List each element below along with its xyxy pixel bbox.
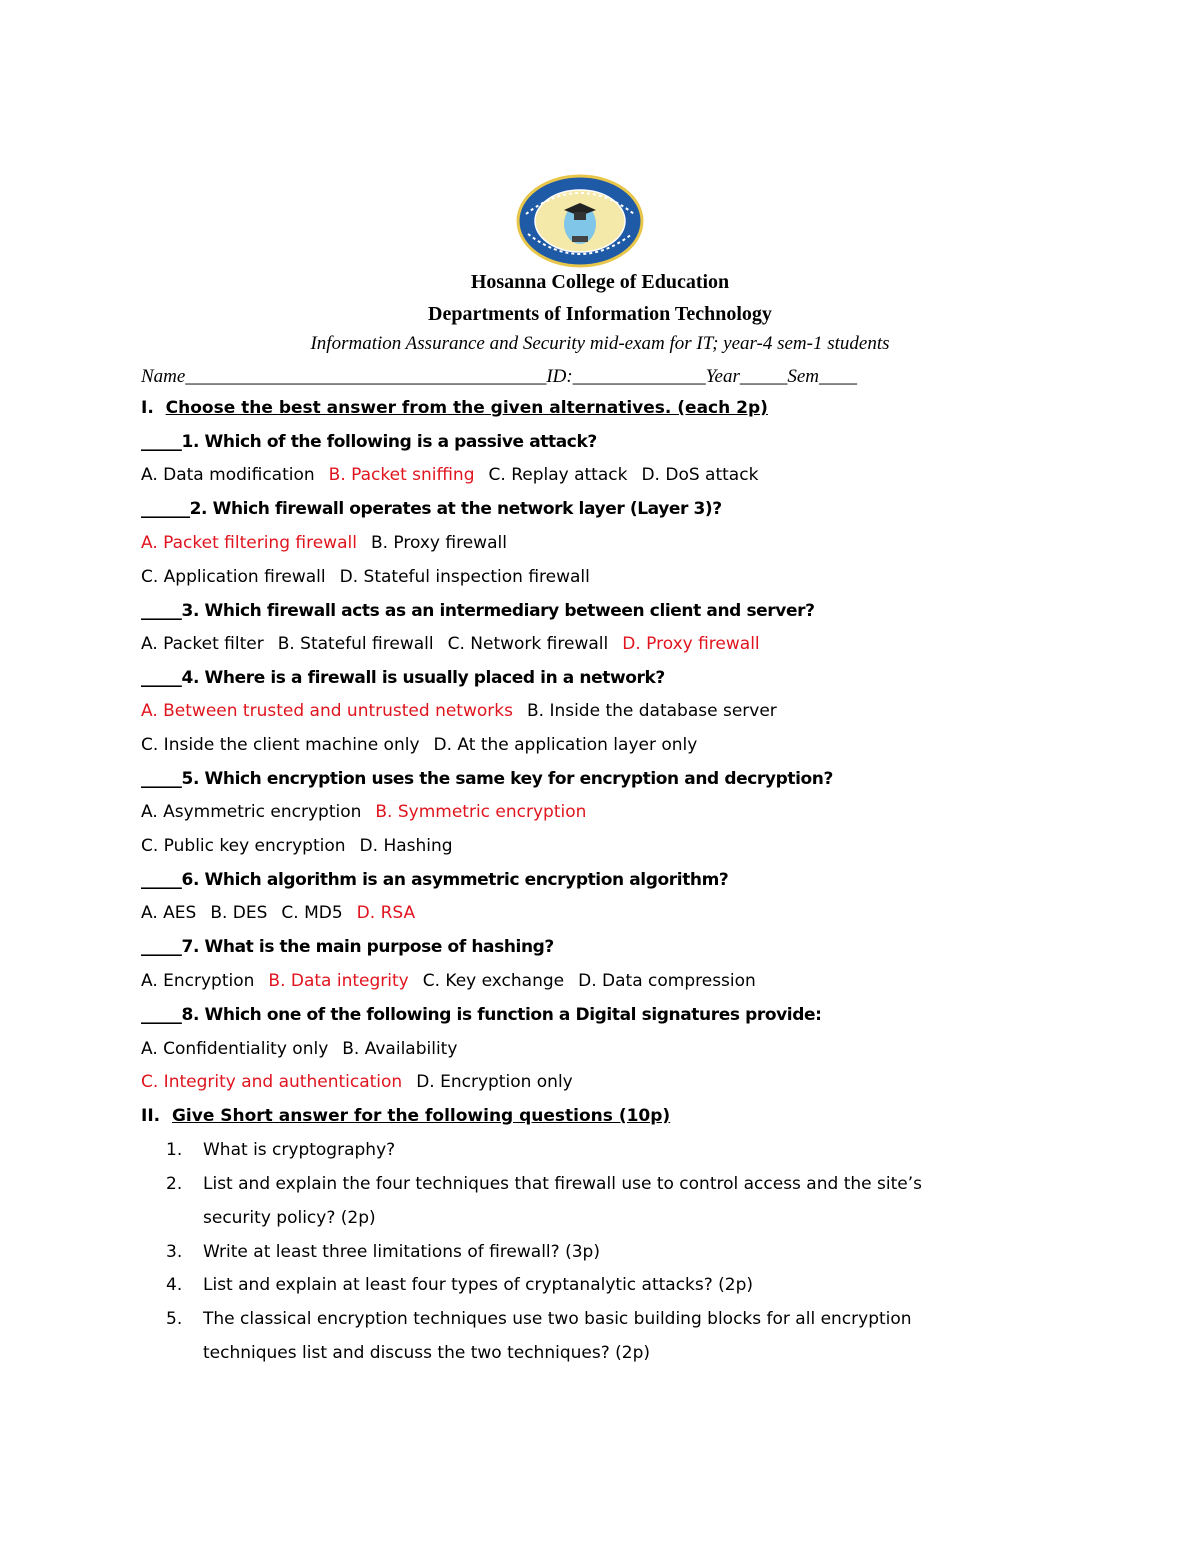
question-2-options-row-2	[141, 566, 604, 588]
department-name: Departments of Information Technology	[428, 303, 772, 325]
question-7-options	[141, 970, 770, 992]
answer-blank: _____	[141, 769, 182, 789]
option-answer: A. Between trusted and untrusted networks	[141, 701, 513, 721]
item-text: techniques list and discuss the two techniques? (2p)	[203, 1343, 650, 1363]
short-answer-item-4	[166, 1274, 753, 1296]
answer-blank: _____	[141, 870, 182, 890]
option: A. Packet filter	[141, 634, 264, 654]
question-text: 1. Which of the following is a passive attack?	[181, 432, 597, 452]
answer-blank: _____	[141, 668, 182, 688]
student-info-line: Name______________________________________ID:______________Year_____Sem____	[141, 366, 858, 387]
question-8-options-row-2	[141, 1071, 587, 1093]
question-text: 5. Which encryption uses the same key for encryption and decryption?	[181, 769, 833, 789]
question-1	[141, 431, 597, 453]
option: B. Proxy firewall	[370, 533, 507, 553]
short-answer-item-1	[166, 1139, 395, 1161]
item-text: security policy? (2p)	[203, 1208, 376, 1228]
item-number: 3.	[166, 1242, 183, 1262]
answer-blank: _____	[141, 937, 182, 957]
option: D. At the application layer only	[433, 735, 698, 755]
question-6-options	[141, 902, 429, 924]
question-4-options-row-2	[141, 734, 711, 756]
section-2-heading	[141, 1105, 670, 1127]
section-1-title: Choose the best answer from the given alternatives. (each 2p)	[165, 398, 768, 418]
question-2	[141, 498, 722, 520]
question-text: 6. Which algorithm is an asymmetric encryption algorithm?	[181, 870, 729, 890]
question-5	[141, 768, 833, 790]
option: D. Stateful inspection firewall	[339, 567, 590, 587]
question-5-options-row-2	[141, 835, 467, 857]
short-answer-item-2	[166, 1173, 922, 1195]
option: B. Inside the database server	[526, 701, 777, 721]
question-text: 2. Which firewall operates at the network layer (Layer 3)?	[189, 499, 722, 519]
item-text: The classical encryption techniques use two basic building blocks for all encryption	[203, 1309, 912, 1329]
question-3-options	[141, 633, 774, 655]
option: C. Replay attack	[488, 465, 628, 485]
short-answer-item-5	[166, 1308, 912, 1330]
option: C. Application firewall	[141, 567, 326, 587]
option: C. Inside the client machine only	[141, 735, 420, 755]
option: D. DoS attack	[641, 465, 759, 485]
question-4-options-row-1	[141, 700, 791, 722]
section-1-number: I.	[141, 398, 154, 418]
item-text: List and explain at least four types of cryptanalytic attacks? (2p)	[203, 1275, 754, 1295]
option-answer: B. Symmetric encryption	[375, 802, 587, 822]
option-answer: D. Proxy firewall	[622, 634, 760, 654]
item-text: Write at least three limitations of firewall? (3p)	[203, 1242, 600, 1262]
question-text: 4. Where is a firewall is usually placed in a network?	[181, 668, 665, 688]
option-answer: B. Packet sniffing	[328, 465, 475, 485]
option: A. Encryption	[141, 971, 255, 991]
item-number: 5.	[166, 1309, 183, 1329]
answer-blank: ______	[141, 499, 190, 519]
section-2-number: II.	[141, 1106, 161, 1126]
option: A. Data modification	[141, 465, 315, 485]
question-6	[141, 869, 728, 891]
section-2-title: Give Short answer for the following questions (10p)	[171, 1106, 671, 1126]
question-1-options	[141, 464, 772, 486]
item-number: 4.	[166, 1275, 183, 1295]
section-1-heading	[141, 397, 768, 419]
institution-name: Hosanna College of Education	[470, 271, 730, 293]
option: D. Encryption only	[416, 1072, 573, 1092]
option-answer: C. Integrity and authentication	[141, 1072, 403, 1092]
option: B. DES	[210, 903, 268, 923]
item-text: List and explain the four techniques that firewall use to control access and the site’s	[203, 1174, 922, 1194]
question-5-options-row-1	[141, 801, 600, 823]
question-8-options-row-1	[141, 1038, 471, 1060]
question-text: 8. Which one of the following is function a Digital signatures provide:	[181, 1005, 822, 1025]
item-number: 1.	[166, 1140, 183, 1160]
exam-subtitle: Information Assurance and Security mid-exam for IT; year-4 sem-1 students	[310, 333, 890, 354]
option: B. Availability	[342, 1039, 458, 1059]
item-number: 2.	[166, 1174, 183, 1194]
item-text: What is cryptography?	[203, 1140, 396, 1160]
answer-blank: _____	[141, 1005, 182, 1025]
question-text: 3. Which firewall acts as an intermediary between client and server?	[181, 601, 815, 621]
option: C. Network firewall	[447, 634, 609, 654]
option: C. Key exchange	[422, 971, 565, 991]
option-answer: D. RSA	[356, 903, 416, 923]
option-answer: A. Packet filtering firewall	[141, 533, 357, 553]
option: A. Asymmetric encryption	[141, 802, 362, 822]
question-2-options-row-1	[141, 532, 521, 554]
question-3	[141, 600, 815, 622]
option: C. MD5	[281, 903, 343, 923]
question-text: 7. What is the main purpose of hashing?	[181, 937, 554, 957]
option: A. AES	[141, 903, 197, 923]
question-4	[141, 667, 665, 689]
short-answer-item-2-continued	[166, 1207, 376, 1229]
short-answer-item-3	[166, 1241, 600, 1263]
question-8	[141, 1004, 822, 1026]
answer-blank: _____	[141, 601, 182, 621]
option-answer: B. Data integrity	[268, 971, 409, 991]
college-logo	[516, 174, 644, 268]
option: A. Confidentiality only	[141, 1039, 329, 1059]
short-answer-item-5-continued	[166, 1342, 650, 1364]
option: D. Data compression	[578, 971, 756, 991]
option: C. Public key encryption	[141, 836, 346, 856]
answer-blank: _____	[141, 432, 182, 452]
question-7	[141, 936, 554, 958]
option: D. Hashing	[359, 836, 453, 856]
option: B. Stateful firewall	[277, 634, 434, 654]
